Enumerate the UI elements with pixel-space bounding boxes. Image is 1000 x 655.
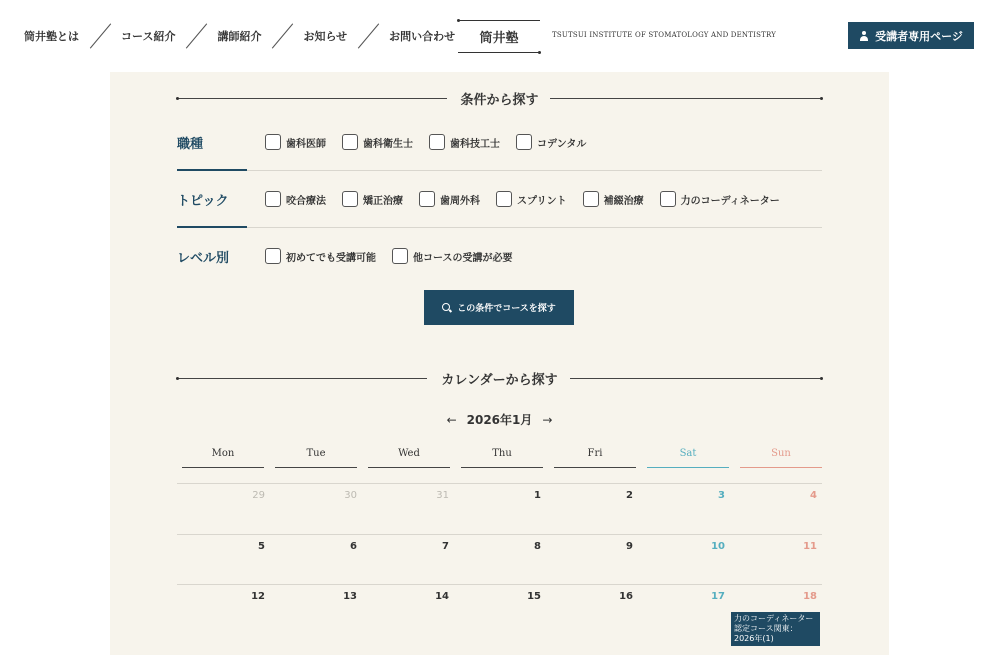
- prev-month-arrow[interactable]: ←: [446, 412, 457, 427]
- filter-title: 条件から探す: [460, 93, 539, 108]
- month-navigation: [110, 411, 889, 428]
- calendar-week: [177, 534, 822, 585]
- current-month: 2026年1月: [466, 413, 533, 427]
- checkbox-orthodontics[interactable]: 矯正治療: [342, 191, 403, 207]
- filter-label-level: レベル別: [177, 250, 230, 266]
- calendar-day: 31: [436, 490, 449, 501]
- calendar-day: 12: [251, 591, 265, 602]
- calendar-day: 17: [711, 591, 725, 602]
- checkbox-hygienist[interactable]: 歯科衛生士: [342, 134, 413, 150]
- site-logo[interactable]: 筒井塾: [458, 20, 540, 53]
- calendar-day: 5: [258, 541, 265, 552]
- weekday-wed: Wed: [368, 448, 450, 468]
- calendar-week: [177, 483, 822, 534]
- calendar-day: 14: [435, 591, 449, 602]
- calendar-week: [177, 584, 822, 655]
- calendar-day: 30: [344, 490, 357, 501]
- filter-section-title: [177, 91, 822, 108]
- calendar-day: 4: [810, 490, 817, 501]
- calendar-day: 18: [803, 591, 817, 602]
- nav-contact[interactable]: お問い合わせ: [389, 30, 456, 43]
- calendar-day: 15: [527, 591, 541, 602]
- weekday-sun: Sun: [740, 448, 822, 468]
- nav-separator: [87, 23, 113, 49]
- nav-instructors[interactable]: 講師紹介: [217, 30, 262, 43]
- nav-news[interactable]: お知らせ: [303, 30, 348, 43]
- search-courses-button[interactable]: [424, 290, 574, 325]
- search-panel: [110, 72, 889, 655]
- calendar-event[interactable]: 力のコーディネーター認定コース関東：2026年(1): [731, 612, 820, 646]
- nav-about[interactable]: 筒井塾とは: [24, 30, 79, 43]
- checkbox-technician[interactable]: 歯科技工士: [429, 134, 500, 150]
- calendar-day: 10: [711, 541, 725, 552]
- search-icon: [442, 303, 451, 312]
- weekday-fri: Fri: [554, 448, 636, 468]
- member-page-label: 受講者専用ページ: [875, 29, 963, 43]
- user-icon: [859, 31, 869, 41]
- filter-label-occupation: 職種: [177, 114, 247, 170]
- checkbox-prosthetics[interactable]: 補綴治療: [583, 191, 644, 207]
- calendar-day: 13: [343, 591, 357, 602]
- calendar-day: 29: [252, 490, 265, 501]
- calendar-day: 7: [442, 541, 449, 552]
- weekday-header: [182, 448, 822, 468]
- nav-courses[interactable]: コース紹介: [121, 30, 176, 43]
- search-courses-label: この条件でコースを探す: [457, 304, 556, 314]
- filter-row-topic: [177, 171, 822, 228]
- checkbox-periodontal[interactable]: 歯周外科: [419, 191, 480, 207]
- checkbox-force-coordinator[interactable]: 力のコーディネーター: [660, 191, 780, 207]
- calendar-section-title: [177, 371, 822, 388]
- next-month-arrow[interactable]: →: [542, 412, 553, 427]
- main-nav: [24, 26, 455, 46]
- weekday-thu: Thu: [461, 448, 543, 468]
- calendar-day: 6: [350, 541, 357, 552]
- calendar-day: 8: [534, 541, 541, 552]
- checkbox-prerequisite[interactable]: 他コースの受講が必要: [392, 248, 513, 264]
- calendar-day: 9: [626, 541, 633, 552]
- nav-separator: [183, 23, 209, 49]
- calendar-day: 3: [718, 490, 725, 501]
- weekday-tue: Tue: [275, 448, 357, 468]
- weekday-mon: Mon: [182, 448, 264, 468]
- checkbox-occlusion[interactable]: 咬合療法: [265, 191, 326, 207]
- calendar-day: 16: [619, 591, 633, 602]
- checkbox-codental[interactable]: コデンタル: [516, 134, 586, 150]
- calendar-title: カレンダーから探す: [441, 373, 558, 388]
- nav-separator: [355, 23, 381, 49]
- checkbox-splint[interactable]: スプリント: [496, 191, 567, 207]
- filter-label-topic: トピック: [177, 171, 247, 227]
- calendar-day: 2: [626, 490, 633, 501]
- site-logo-subtitle: TSUTSUI INSTITUTE OF STOMATOLOGY AND DENTISTRY: [552, 31, 777, 39]
- checkbox-dentist[interactable]: 歯科医師: [265, 134, 326, 150]
- nav-separator: [269, 23, 295, 49]
- weekday-sat: Sat: [647, 448, 729, 468]
- calendar-day: 11: [803, 541, 817, 552]
- member-page-button[interactable]: [848, 22, 974, 49]
- calendar-day: 1: [534, 490, 541, 501]
- filter-row-occupation: [177, 114, 822, 171]
- checkbox-beginner[interactable]: 初めてでも受講可能: [265, 248, 376, 264]
- filter-row-level: [177, 228, 822, 284]
